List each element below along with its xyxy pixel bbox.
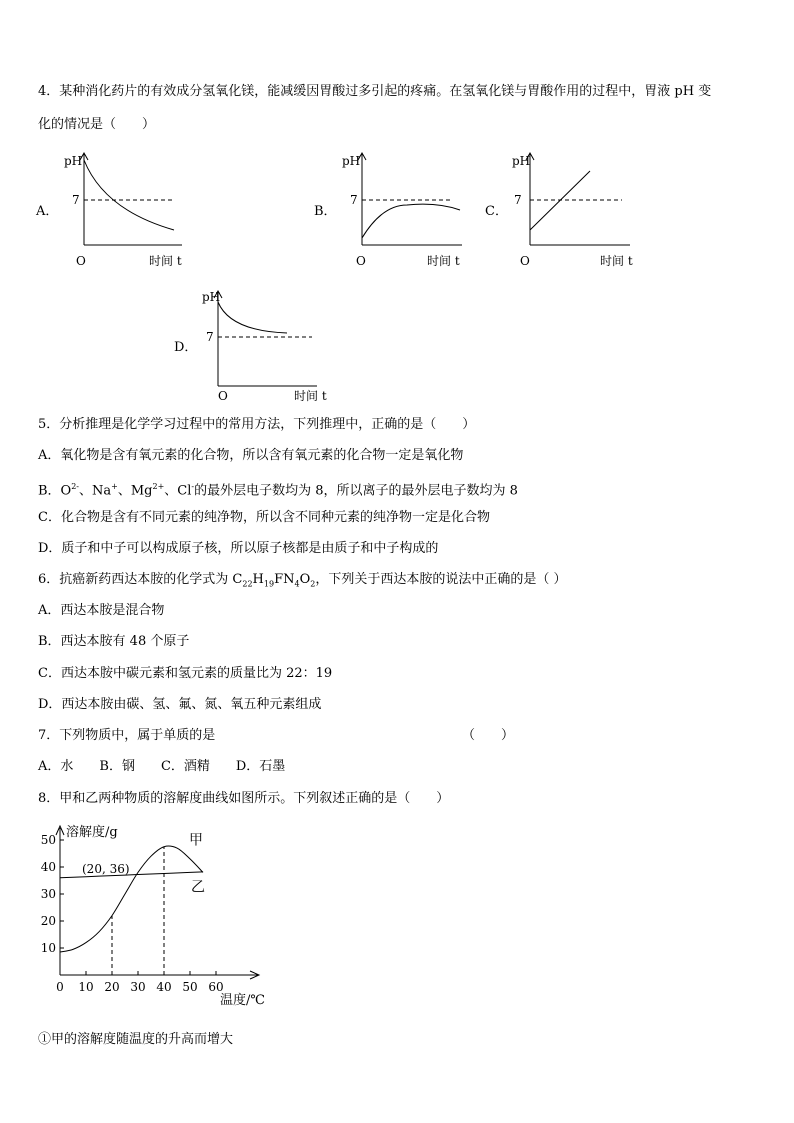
x-tick-label: 30 xyxy=(130,980,146,994)
q6-sub1: 22 xyxy=(242,579,253,589)
q8-stem: 8．甲和乙两种物质的溶解度曲线如图所示。下列叙述正确的是（ ） xyxy=(38,791,450,806)
graph-b-x-label: 时间 t xyxy=(427,254,460,268)
graph-d-x-label: 时间 t xyxy=(294,389,327,403)
graph-b xyxy=(312,150,482,275)
y-tick-label: 20 xyxy=(40,914,56,928)
graph-d xyxy=(172,286,342,411)
q5-b-sep2: 、Mg xyxy=(117,483,153,499)
q6-o: O xyxy=(299,572,311,587)
q6-option-c: C．西达本胺中碳元素和氢元素的质量比为 22：19 xyxy=(38,666,333,681)
q7-stem: 7．下列物质中，属于单质的是 xyxy=(38,728,216,743)
option-c-label: C． xyxy=(485,204,508,219)
graph-b-seven-label: 7 xyxy=(350,193,358,207)
x-tick-label: 20 xyxy=(104,980,120,994)
q6-stem-prefix: 6．抗癌新药西达本胺的化学式为 C xyxy=(38,572,243,587)
solubility-chart xyxy=(30,820,290,1015)
graph-a-curve xyxy=(84,160,174,230)
q4-stem-line2: 化的情况是（ ） xyxy=(38,117,156,132)
q6-option-d: D．西达本胺由碳、氢、氟、氮、氧五种元素组成 xyxy=(38,697,322,712)
graph-a xyxy=(34,150,204,275)
graph-b-curve xyxy=(362,204,460,238)
q6-fn: FN xyxy=(274,572,295,587)
q5-option-d: D．质子和中子可以构成原子核，所以原子核都是由质子和中子构成的 xyxy=(38,541,439,556)
x-tick-label: 10 xyxy=(78,980,94,994)
y-tick-label: 40 xyxy=(40,860,56,874)
q5-b-sup1: 2- xyxy=(71,482,80,491)
graph-c-ph-label: pH xyxy=(512,154,531,168)
graph-c-x-label: 时间 t xyxy=(600,254,633,268)
x-tick-label: 40 xyxy=(156,980,172,994)
graph-b-ph-label: pH xyxy=(342,154,361,168)
q6-stem-suffix: ，下列关于西达本胺的说法中正确的是（ ） xyxy=(315,572,567,587)
q6-sub3: 4 xyxy=(294,579,300,589)
q8-statement-1: ①甲的溶解度随温度的升高而增大 xyxy=(38,1032,234,1047)
y-tick-label: 50 xyxy=(40,833,56,847)
graph-a-seven-label: 7 xyxy=(72,193,80,207)
q6-sub2: 19 xyxy=(263,579,275,589)
option-a-label: A． xyxy=(36,204,59,219)
graph-d-ph-label: pH xyxy=(202,290,221,304)
q6-option-b: B．西达本胺有 48 个原子 xyxy=(38,634,190,649)
q5-option-c: C．化合物是含有不同元素的纯净物，所以含不同种元素的纯净物一定是化合物 xyxy=(38,510,490,525)
option-d-label: D． xyxy=(174,340,198,355)
graph-c-seven-label: 7 xyxy=(514,193,522,207)
graph-d-seven-label: 7 xyxy=(206,330,214,344)
q5-b-prefix: B．O xyxy=(38,483,72,499)
graph-d-curve xyxy=(218,302,287,333)
graph-a-ph-label: pH xyxy=(64,154,83,168)
q5-option-a: A．氧化物是含有氧元素的化合物，所以含有氧元素的化合物一定是氧化物 xyxy=(38,448,464,463)
q5-option-b xyxy=(38,478,518,500)
graph-d-origin: O xyxy=(218,389,228,403)
q6-sub4: 2 xyxy=(310,579,316,589)
q6-option-a: A．西达本胺是混合物 xyxy=(38,603,165,618)
q4-stem-line1: 4．某种消化药片的有效成分氢氧化镁，能减缓因胃酸过多引起的疼痛。在氢氧化镁与胃酸作用的过程中，胃液 pH 变 xyxy=(38,84,712,99)
series-label-jia: 甲 xyxy=(189,832,203,849)
graph-c xyxy=(482,150,652,275)
series-label-yi: 乙 xyxy=(191,879,205,896)
y-tick-label: 10 xyxy=(40,941,56,955)
graph-c-origin: O xyxy=(520,254,530,268)
x-tick-label: 0 xyxy=(56,980,64,994)
chart-annotation-point: (20, 36) xyxy=(82,861,130,876)
q5-b-sep3: 、Cl xyxy=(164,483,192,499)
q5-b-sup2: + xyxy=(111,482,118,491)
chart-y-label: 溶解度/g xyxy=(66,825,118,840)
q7-options: A．水 B．钢 C．酒精 D．石墨 xyxy=(38,759,286,774)
q6-h: H xyxy=(252,572,264,587)
graph-b-origin: O xyxy=(356,254,366,268)
x-tick-label: 50 xyxy=(182,980,198,994)
option-b-label: B． xyxy=(314,204,337,219)
x-tick-label: 60 xyxy=(208,980,224,994)
graph-a-x-label: 时间 t xyxy=(149,254,182,268)
y-tick-label: 30 xyxy=(40,887,56,901)
q5-stem: 5．分析推理是化学学习过程中的常用方法，下列推理中，正确的是（ ） xyxy=(38,417,476,432)
q6-stem xyxy=(38,571,566,594)
q5-b-rest: 的最外层电子数均为 8，所以离子的最外层电子数均为 8 xyxy=(194,483,518,499)
q7-bracket: （ ） xyxy=(462,728,515,743)
chart-x-label: 温度/℃ xyxy=(220,993,265,1008)
q5-b-sup3: 2+ xyxy=(152,482,165,491)
q5-b-sep1: 、Na xyxy=(79,483,112,499)
graph-a-origin: O xyxy=(76,254,86,268)
q5-b-sup4: - xyxy=(191,482,195,491)
